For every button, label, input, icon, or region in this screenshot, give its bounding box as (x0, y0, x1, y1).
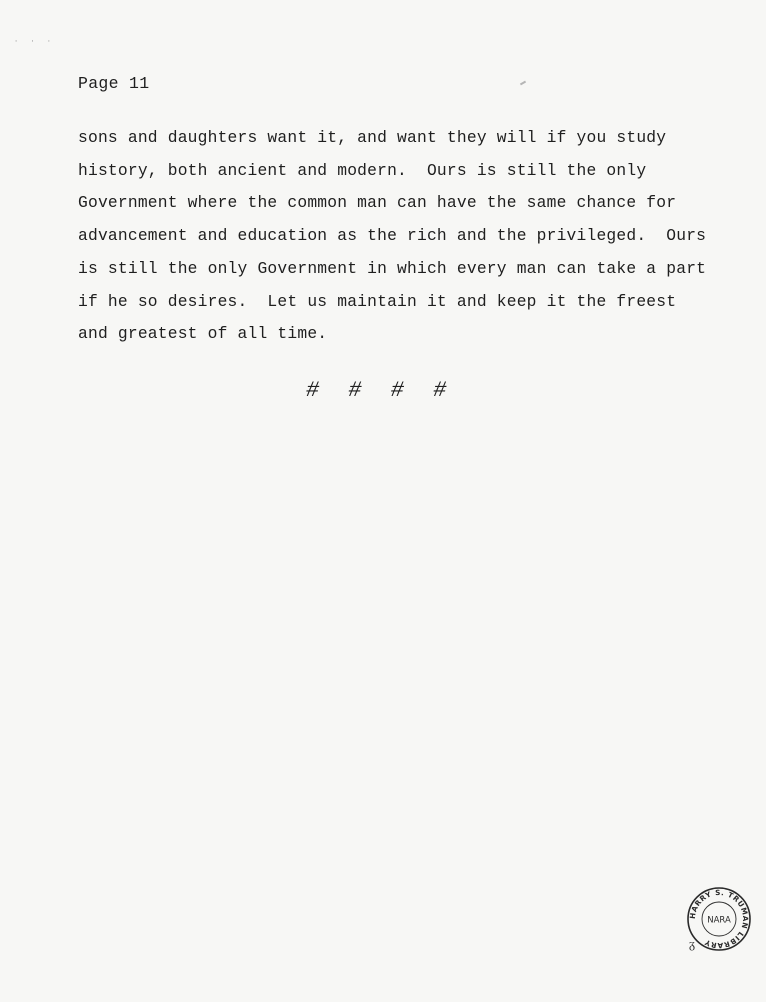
end-of-document-mark: # # # # (306, 378, 455, 403)
text-line: if he so desires. Let us maintain it and keep it the freest (78, 291, 677, 311)
body-paragraph (78, 122, 718, 351)
text-line: is still the only Government in which every man can take a part (78, 258, 707, 278)
scan-mark (520, 81, 526, 86)
stamp-center-text: NARA (707, 915, 731, 926)
handwritten-mark: ᵹ (689, 937, 696, 952)
page-number: Page 11 (78, 74, 150, 93)
scan-specks: · · · (14, 38, 56, 46)
text-line: and greatest of all time. (78, 324, 328, 344)
text-line: sons and daughters want it, and want they will if you study (78, 128, 667, 147)
stamp-ring-text: HARRY S. TRUMAN LIBRARY (687, 887, 751, 951)
text-line: Government where the common man can have the same chance for (78, 193, 677, 213)
text-line: history, both ancient and modern. Ours is still the only (78, 160, 647, 180)
text-line: advancement and education as the rich and the privileged. Ours (78, 226, 707, 246)
